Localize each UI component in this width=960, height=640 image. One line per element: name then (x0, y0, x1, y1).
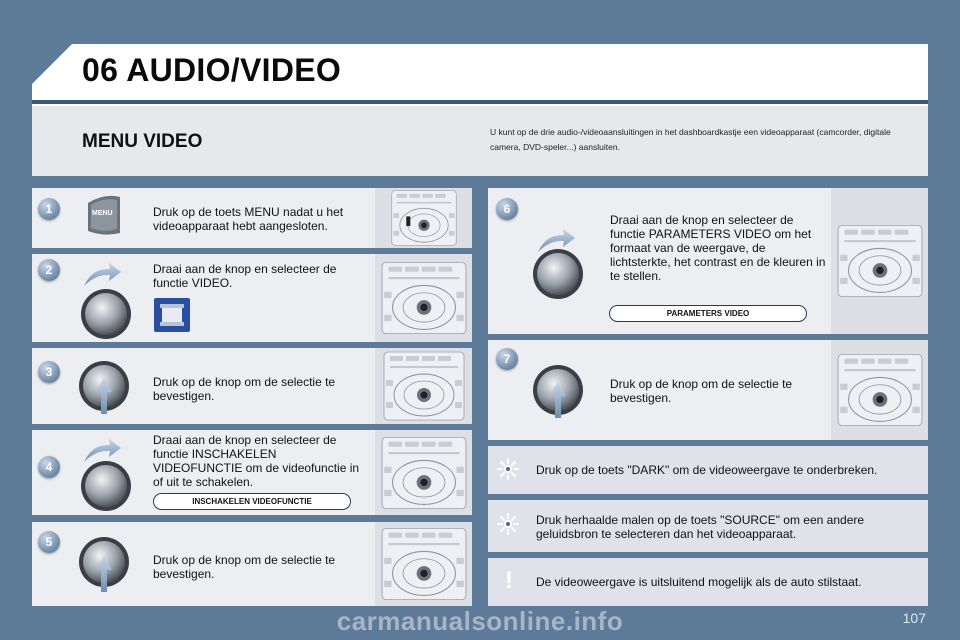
control-panel-thumbnail (375, 522, 472, 606)
note-text-dark: Druk op de toets "DARK" om de videoweergave te onderbreken. (536, 463, 878, 477)
control-panel-thumbnail (831, 340, 928, 440)
control-panel-thumbnail (375, 254, 472, 342)
page-number: 107 (902, 610, 926, 626)
rotary-knob-icon (80, 288, 132, 345)
step-number-badge: 6 (496, 198, 518, 220)
step-text-1: Druk op de toets MENU nadat u het videoapparaat hebt aangesloten. (153, 205, 344, 233)
tip-icon (497, 458, 519, 485)
step-number-badge: 3 (38, 361, 60, 383)
note-text-warning: De videoweergave is uitsluitend mogelijk als de auto stilstaat. (536, 575, 862, 589)
press-arrow-icon (550, 382, 566, 423)
page-title: 06 AUDIO/VIDEO (82, 52, 342, 88)
step-number-badge: 1 (38, 198, 60, 220)
press-arrow-icon (96, 378, 112, 419)
step-text-4: Draai aan de knop en selecteer de functie INSCHAKELEN VIDEOFUNCTIE om de videofunctie in of uit te schakelen. (153, 433, 360, 489)
control-panel-thumbnail (375, 188, 472, 248)
step-text-6: Draai aan de knop en selecteer de functie PARAMETERS VIDEO om het formaat van de weergave, de lichtsterkte, het contrast en de kleuren in te stellen. (610, 213, 826, 283)
rotary-knob-icon (80, 460, 132, 517)
menu-button-label: MENU (92, 210, 113, 217)
step-number-badge: 4 (38, 456, 60, 478)
step-text-5: Druk op de knop om de selectie te bevestigen. (153, 553, 336, 581)
control-panel-thumbnail (375, 430, 472, 515)
step-number-badge: 5 (38, 531, 60, 553)
video-function-icon (154, 298, 190, 337)
step-number-badge: 2 (38, 259, 60, 281)
tip-icon (497, 513, 519, 540)
section-title: MENU VIDEO (82, 131, 203, 152)
note-text-source: Druk herhaalde malen op de toets "SOURCE" om een andere geluidsbron te selecteren dan het videoapparaat. (536, 513, 865, 541)
watermark: carmanualsonline.info (336, 606, 624, 636)
function-pill-parameters-video: PARAMETERS VIDEO (609, 305, 807, 322)
step-text-7: Druk op de knop om de selectie te bevestigen. (610, 377, 793, 405)
press-arrow-icon (96, 556, 112, 597)
control-panel-thumbnail (831, 188, 928, 334)
control-panel-thumbnail (375, 348, 472, 424)
menu-button-icon (86, 193, 122, 237)
function-pill-inschakelen-videofunctie: INSCHAKELEN VIDEOFUNCTIE (153, 493, 351, 510)
warning-icon: ! (505, 567, 513, 594)
step-text-3: Druk op de knop om de selectie te bevestigen. (153, 375, 336, 403)
step-number-badge: 7 (496, 348, 518, 370)
section-description: U kunt op de drie audio-/videoaansluitingen in het dashboardkastje een videoapparaat (camcorder, digitale camera, DVD-speler...) aansluiten. (490, 127, 891, 152)
rotary-knob-icon (532, 248, 584, 305)
step-text-2: Draai aan de knop en selecteer de functie VIDEO. (153, 262, 337, 290)
